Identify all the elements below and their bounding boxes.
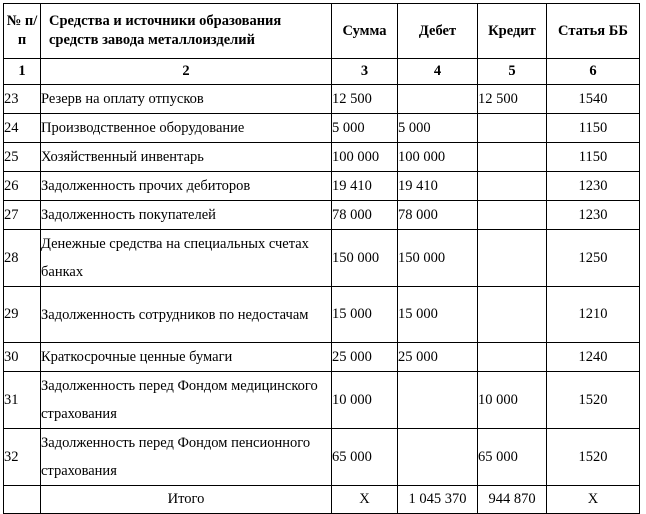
column-number: 3 xyxy=(332,59,398,85)
row-name: Задолженность прочих дебиторов xyxy=(41,172,332,201)
row-credit xyxy=(478,172,547,201)
row-name: Производственное оборудование xyxy=(41,114,332,143)
row-debit xyxy=(398,372,478,429)
row-sum: 19 410 xyxy=(332,172,398,201)
row-article: 1520 xyxy=(547,429,640,486)
row-credit xyxy=(478,343,547,372)
row-num: 31 xyxy=(4,372,41,429)
table-row xyxy=(4,287,640,343)
row-article: 1230 xyxy=(547,201,640,230)
row-name: Задолженность покупателей xyxy=(41,201,332,230)
row-num: 30 xyxy=(4,343,41,372)
total-credit: 944 870 xyxy=(478,486,547,514)
row-name: Задолженность перед Фондом пенсионного страхования xyxy=(41,429,332,486)
total-row xyxy=(4,486,640,514)
row-sum: 25 000 xyxy=(332,343,398,372)
row-debit: 15 000 xyxy=(398,287,478,343)
balance-table xyxy=(3,3,640,514)
header-num: № п/п xyxy=(4,4,41,59)
row-num: 26 xyxy=(4,172,41,201)
row-credit xyxy=(478,287,547,343)
row-credit xyxy=(478,143,547,172)
table-row xyxy=(4,230,640,287)
row-num: 24 xyxy=(4,114,41,143)
row-sum: 78 000 xyxy=(332,201,398,230)
row-name: Задолженность сотрудников по недостачам xyxy=(41,287,332,343)
table-row xyxy=(4,143,640,172)
row-sum: 65 000 xyxy=(332,429,398,486)
row-credit: 12 500 xyxy=(478,85,547,114)
table-row xyxy=(4,114,640,143)
row-sum: 150 000 xyxy=(332,230,398,287)
row-name: Денежные средства на специальных счетах банках xyxy=(41,230,332,287)
row-name: Краткосрочные ценные бумаги xyxy=(41,343,332,372)
row-sum: 5 000 xyxy=(332,114,398,143)
row-num: 32 xyxy=(4,429,41,486)
total-num-cell xyxy=(4,486,41,514)
row-num: 27 xyxy=(4,201,41,230)
row-num: 29 xyxy=(4,287,41,343)
row-sum: 10 000 xyxy=(332,372,398,429)
total-label: Итого xyxy=(41,486,332,514)
row-credit: 10 000 xyxy=(478,372,547,429)
column-number: 2 xyxy=(41,59,332,85)
header-debit: Дебет xyxy=(398,4,478,59)
row-sum: 12 500 xyxy=(332,85,398,114)
row-article: 1230 xyxy=(547,172,640,201)
total-sum: Х xyxy=(332,486,398,514)
row-debit xyxy=(398,85,478,114)
table-row xyxy=(4,85,640,114)
row-sum: 15 000 xyxy=(332,287,398,343)
column-number: 6 xyxy=(547,59,640,85)
row-debit xyxy=(398,429,478,486)
row-article: 1210 xyxy=(547,287,640,343)
column-number: 1 xyxy=(4,59,41,85)
row-article: 1250 xyxy=(547,230,640,287)
row-credit xyxy=(478,230,547,287)
column-number: 4 xyxy=(398,59,478,85)
header-credit: Кредит xyxy=(478,4,547,59)
row-article: 1520 xyxy=(547,372,640,429)
row-name: Резерв на оплату отпусков xyxy=(41,85,332,114)
row-name: Задолженность перед Фондом медицинского страхования xyxy=(41,372,332,429)
row-credit: 65 000 xyxy=(478,429,547,486)
header-name: Средства и источники образования средств завода металлоизделий xyxy=(41,4,332,59)
total-article: Х xyxy=(547,486,640,514)
column-numbers-row xyxy=(4,59,640,85)
table-row xyxy=(4,429,640,486)
row-article: 1150 xyxy=(547,114,640,143)
row-debit: 100 000 xyxy=(398,143,478,172)
row-num: 28 xyxy=(4,230,41,287)
row-debit: 19 410 xyxy=(398,172,478,201)
row-num: 25 xyxy=(4,143,41,172)
table-row xyxy=(4,343,640,372)
row-article: 1150 xyxy=(547,143,640,172)
row-name: Хозяйственный инвентарь xyxy=(41,143,332,172)
row-article: 1540 xyxy=(547,85,640,114)
row-num: 23 xyxy=(4,85,41,114)
header-article: Статья ББ xyxy=(547,4,640,59)
table-row xyxy=(4,201,640,230)
column-number: 5 xyxy=(478,59,547,85)
row-article: 1240 xyxy=(547,343,640,372)
table-header-row xyxy=(4,4,640,59)
table-row xyxy=(4,172,640,201)
row-sum: 100 000 xyxy=(332,143,398,172)
row-debit: 25 000 xyxy=(398,343,478,372)
table-row xyxy=(4,372,640,429)
row-debit: 78 000 xyxy=(398,201,478,230)
row-debit: 150 000 xyxy=(398,230,478,287)
header-sum: Сумма xyxy=(332,4,398,59)
row-credit xyxy=(478,114,547,143)
row-credit xyxy=(478,201,547,230)
row-debit: 5 000 xyxy=(398,114,478,143)
total-debit: 1 045 370 xyxy=(398,486,478,514)
